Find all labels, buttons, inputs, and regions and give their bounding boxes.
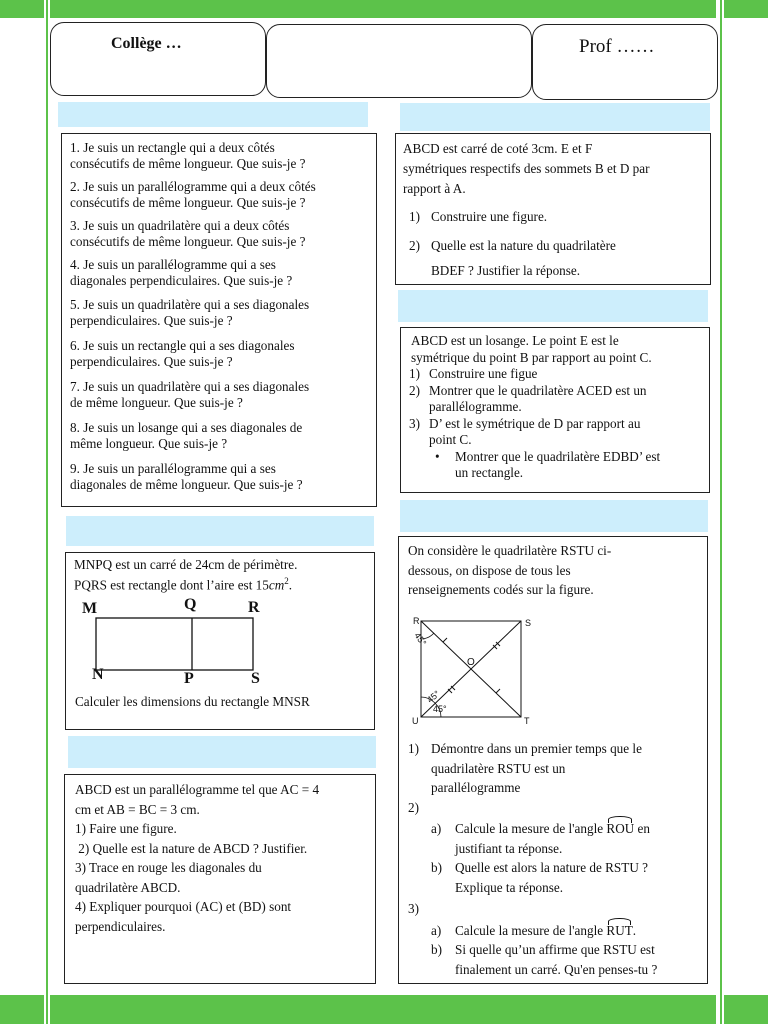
unit-exponent: 2 [284, 576, 289, 586]
point-label-r: R [248, 599, 260, 616]
question-item [70, 297, 368, 329]
question-line: 9. Je suis un parallélogramme qui a ses [70, 461, 276, 476]
exercise-mnpq [65, 552, 375, 730]
exercise-title-bar [68, 736, 376, 768]
question-3b [408, 940, 700, 979]
intro-line: renseignements codés sur la figure. [408, 582, 594, 597]
question-text [455, 819, 650, 858]
statement-text: . [288, 577, 293, 593]
statement-line: 4) Expliquer pourquoi (AC) et (BD) sont [75, 899, 292, 914]
question-line: 8. Je suis un losange qui a ses diagonales de [70, 420, 303, 435]
question-text [455, 921, 636, 941]
question-number: 3) [409, 415, 420, 431]
exercise-carre-abcd [395, 133, 711, 285]
exercise-parallelogramme [64, 774, 376, 984]
angle-label: 45° [433, 704, 447, 714]
question-item [70, 140, 368, 172]
question-line: 3. Je suis un quadrilatère qui a deux côtés [70, 218, 290, 233]
question-line: Calcule la mesure de l'angle [455, 922, 607, 938]
tick-mark [443, 638, 447, 642]
point-label-m: M [82, 600, 98, 617]
point-label-q: Q [184, 596, 197, 613]
question-line: consécutifs de même longueur. Que suis-je ? [70, 195, 306, 210]
question-line: Montrer que le quadrilatère EDBD’ est [455, 448, 661, 464]
exercise-title-bar [398, 290, 708, 322]
question-line: BDEF ? Justifier la réponse. [431, 263, 581, 278]
question-line: Démontre dans un premier temps que le [431, 741, 642, 756]
question-line: diagonales perpendiculaires. Que suis-je ? [70, 273, 293, 288]
question-1 [409, 366, 701, 383]
right-green-line [720, 0, 722, 1024]
question-line: finalement un carré. Qu'en penses-tu ? [455, 961, 658, 977]
question-number: 2) [409, 382, 420, 398]
college-label: Collège … [111, 35, 182, 52]
point-label-s: S [525, 618, 532, 628]
question-line: consécutifs de même longueur. Que suis-je ? [70, 234, 306, 249]
question-line: 2. Je suis un parallélogramme qui a deux côtés [70, 179, 316, 194]
statement-line: perpendiculaires. [75, 918, 166, 934]
statement-line: MNPQ est un carré de 24cm de périmètre. [74, 557, 298, 572]
exercise-title-bar [400, 500, 708, 532]
question-text: Construire une figure. [431, 209, 548, 224]
point-label-t: T [524, 716, 530, 726]
question-text [455, 449, 660, 482]
question-number: b) [431, 942, 442, 957]
top-green-bar [50, 0, 716, 18]
angle-notation: ROU [606, 819, 634, 839]
angle-label: 45° [424, 688, 442, 705]
question-line: Quelle est alors la nature de RSTU ? [455, 860, 648, 875]
point-label-u: U [412, 716, 419, 726]
angle-notation: RUT [606, 921, 632, 941]
intro-line: On considère le quadrilatère RSTU ci- [408, 543, 612, 558]
question-line: point C. [429, 432, 472, 447]
bullet-question [409, 449, 701, 482]
bottom-green-bar [50, 995, 716, 1024]
tick-mark [496, 689, 500, 693]
header-prof-box [532, 24, 718, 100]
question-line: D’ est le symétrique de D par rapport au [429, 415, 641, 431]
question-line: parallélogramme [431, 780, 521, 795]
questions-block [408, 739, 700, 979]
question-line: consécutifs de même longueur. Que suis-je ? [70, 156, 306, 171]
question-3 [409, 416, 701, 449]
exercise-qui-suis-je [61, 133, 377, 507]
question-line: 7. Je suis un quadrilatère qui a ses diagonales [70, 379, 310, 394]
left-green-line [46, 0, 48, 1024]
top-green-bar [0, 0, 44, 18]
top-green-bar [724, 0, 768, 18]
statement-line: 3) Trace en rouge les diagonales du [75, 860, 262, 875]
exercise-rstu [398, 536, 708, 984]
exercise-title-bar [58, 102, 368, 127]
question-line: même longueur. Que suis-je ? [70, 436, 228, 451]
question-item [70, 257, 368, 289]
header-college-box [50, 22, 266, 96]
question-line: parallélogramme. [429, 399, 522, 414]
statement-line: 1) Faire une figure. [75, 821, 177, 836]
exercise-losange-abcd [400, 327, 710, 493]
exercise-title-bar [400, 103, 710, 131]
question-item [70, 461, 368, 493]
question-1 [403, 207, 703, 227]
intro-line: ABCD est carré de coté 3cm. E et F [403, 141, 593, 156]
question-item [70, 179, 368, 211]
question-line: perpendiculaires. Que suis-je ? [70, 354, 233, 369]
question-line: de même longueur. Que suis-je ? [70, 395, 243, 410]
question-line: en [634, 821, 650, 836]
question-line: Explique ta réponse. [455, 879, 564, 895]
question-item [70, 420, 368, 452]
question-2 [409, 383, 701, 416]
statement-line: cm et AB = BC = 3 cm. [75, 801, 200, 817]
question-number: a) [431, 922, 442, 938]
bottom-green-bar [0, 995, 44, 1024]
question-line: diagonales de même longueur. Que suis-je ? [70, 477, 303, 492]
question-text: Calculer les dimensions du rectangle MNSR [75, 694, 310, 709]
question-number: 1) [409, 209, 420, 224]
point-label-n: N [92, 666, 104, 683]
bottom-green-bar [724, 995, 768, 1024]
question-item [70, 338, 368, 370]
statement-line: quadrilatère ABCD. [75, 879, 181, 895]
question-text [431, 739, 642, 798]
question-line: Quelle est la nature du quadrilatère [431, 238, 616, 253]
angle-hat-icon [608, 816, 632, 823]
intro-line: rapport à A. [403, 181, 466, 196]
question-number: a) [431, 821, 442, 836]
rectangle-mnsr [96, 618, 253, 670]
question-line: 5. Je suis un quadrilatère qui a ses diagonales [70, 297, 310, 312]
question-2b [408, 858, 700, 897]
question-3a [408, 921, 700, 941]
question-text [429, 383, 647, 416]
question-number: 1) [408, 741, 419, 756]
question-line: un rectangle. [455, 465, 524, 480]
angle-label: 45° [412, 630, 429, 648]
question-text [455, 940, 657, 979]
question-line: Montrer que le quadrilatère ACED est un [429, 382, 647, 398]
question-number: 1) [409, 366, 420, 381]
point-label-s: S [251, 670, 260, 687]
question-line: perpendiculaires. Que suis-je ? [70, 313, 233, 328]
rectangle-figure [66, 593, 376, 693]
question-text [429, 416, 640, 449]
question-text [455, 858, 648, 897]
question-2 [403, 233, 703, 283]
question-line: 4. Je suis un parallélogramme qui a ses [70, 257, 276, 272]
question-line: 1. Je suis un rectangle qui a deux côtés [70, 140, 275, 155]
bullet-icon: • [435, 448, 440, 464]
intro-line: ABCD est un losange. Le point E est le [411, 333, 619, 348]
question-number: 2) [409, 238, 420, 253]
point-label-o: O [467, 657, 475, 668]
exercise-title-bar [66, 516, 374, 546]
question-line: justifiant ta réponse. [455, 840, 563, 856]
intro-line: dessous, on dispose de tous les [408, 562, 571, 578]
question-number: b) [431, 860, 442, 875]
point-label-p: P [184, 670, 194, 687]
statement-text: PQRS est rectangle dont l’aire est 15 [74, 577, 269, 593]
question-text: Construire une figue [429, 366, 538, 381]
point-label-r: R [413, 616, 420, 626]
question-item [70, 218, 368, 250]
question-3: 3) [408, 901, 419, 916]
prof-label: Prof …… [579, 36, 655, 57]
statement-line [74, 573, 366, 593]
question-1 [408, 739, 700, 798]
intro-line: symétriques respectifs des sommets B et D par [403, 161, 650, 176]
question-2a [408, 819, 700, 858]
question-line: quadrilatère RSTU est un [431, 760, 566, 776]
statement-line: ABCD est un parallélogramme tel que AC = 4 [75, 782, 320, 797]
header-middle-box [266, 24, 532, 98]
question-item [70, 379, 368, 411]
intro-line: symétrique du point B par rapport au point C. [411, 349, 652, 365]
question-line: . [632, 922, 637, 938]
question-2: 2) [408, 799, 419, 815]
question-line: Si quelle qu’un affirme que RSTU est [455, 942, 655, 957]
statement-line: 2) Quelle est la nature de ABCD ? Justifier. [75, 840, 308, 856]
angle-hat-icon [608, 918, 630, 925]
unit-cm: cm [268, 577, 285, 593]
question-line: 6. Je suis un rectangle qui a ses diagonales [70, 338, 295, 353]
question-line: Calcule la mesure de l'angle [455, 821, 607, 836]
question-text [431, 233, 616, 283]
